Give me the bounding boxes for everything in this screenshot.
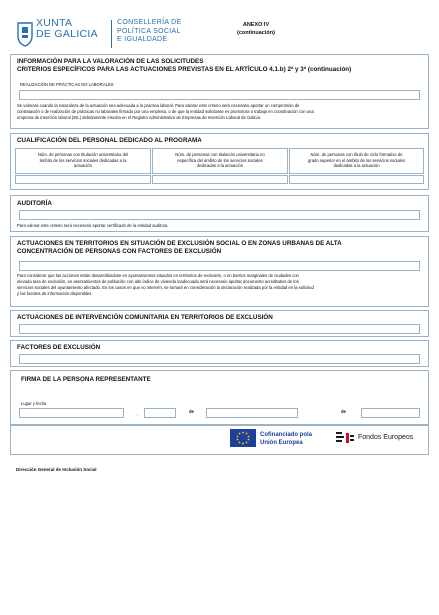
col2-line3: dedicadas a la actuación (196, 163, 244, 168)
territorios-field[interactable] (19, 261, 420, 271)
col3-line2: grado superior en el ámbito de los servicios sociales (307, 157, 406, 163)
section1-note-line2: contratación o de realización de prácticas no laborales firmado por una empresa, o de que la entidad solicitante es promotora o trabaja en coordinación con una (17, 109, 314, 114)
section7-title: FIRMA DE LA PERSONA REPRESENTANTE (21, 376, 151, 383)
col2-input[interactable] (152, 175, 288, 184)
section4-title-line1: ACTUACIONES EN TERRITORIOS EN SITUACIÓN DE EXCLUSIÓN SOCIAL O EN ZONAS URBANAS DE ALTA (17, 240, 342, 247)
section4-title-line2: CONCENTRACIÓN DE PERSONAS CON FACTORES DE EXCLUSIÓN (17, 247, 222, 255)
auditoria-field[interactable] (19, 210, 420, 220)
conselleria-name (117, 19, 182, 45)
page-header (16, 18, 426, 52)
section4-title (17, 240, 342, 255)
eu-flag-icon (230, 429, 256, 447)
anexo-title (221, 21, 291, 37)
col1-line2: ámbito de los servicios sociales dedicadas a la (39, 157, 127, 163)
conselleria-line2: POLÍTICA SOCIAL (117, 27, 181, 35)
section-territorios (10, 236, 429, 307)
practicas-field[interactable] (19, 90, 420, 100)
section4-note-line3: servicios sociales del ayuntamiento afectado. En los casos en que no intervén, se tomará en consideración la declaración realizada por la entidad en la solicitud (17, 285, 314, 290)
conselleria-line3: E IGUALDADE (117, 36, 168, 43)
anexo-line2: (continuación) (237, 30, 275, 36)
col2-line1: Núm. de personas con titulación universitaria no (175, 152, 265, 157)
section1-note (17, 103, 427, 121)
section1-title (17, 58, 351, 73)
section1-title-line1: INFORMACIÓN PARA LA VALORACIÓN DE LAS SOLICITUDES (17, 58, 204, 65)
xunta-emblem-icon (16, 20, 34, 48)
section1-title-line2: CRITERIOS ESPECÍFICOS PARA LAS ACTUACIONES PREVISTAS EN EL ARTÍCULO 4.1.b) 2ª y 3ª (continuación) (17, 65, 352, 73)
xunta-line1: XUNTA (36, 17, 73, 29)
section-cualificacion (10, 133, 429, 190)
section4-note (17, 273, 427, 297)
ano-field[interactable] (361, 408, 420, 418)
section1-note-line3: empresa de inserción laboral (EIL) debidamente inscrita en el Registro Administrativo de Empresas de Inserción Laboral de Galicia. (17, 115, 261, 120)
col2-header (152, 148, 288, 174)
fondos-europeos-text: Fondos Europeos (358, 434, 414, 441)
direccion-general: Dirección General de Inclusión Social (16, 467, 97, 472)
col1-header (15, 148, 151, 174)
eu-cofinancing-text (260, 431, 312, 447)
col2-line2: específica del ámbito de los servicios sociales (177, 157, 263, 163)
col3-header (289, 148, 424, 174)
lugar-label: Lugar y fecha (21, 401, 47, 406)
section4-note-line1: Para considerar que las acciones están desarrollándose en ayuntamientos situados en territorios de exclusión, o en barrios marginales de ciudades con (17, 273, 299, 278)
comma-sep: , (137, 411, 139, 416)
col1-input[interactable] (15, 175, 151, 184)
col3-line1: Núm. de personas con título de ciclo formativo de (310, 152, 403, 157)
eu-line1: Cofinanciado pola (260, 432, 313, 438)
conselleria-line1: CONSELLERÍA DE (117, 19, 182, 26)
col3-line3: dedicadas a la actuación (333, 163, 380, 168)
section4-note-line2: elevada tasa de exclusión, en asentamientos de población con alto índice de vivienda inadecuada será necesario aportar documento acreditativo de los (17, 279, 299, 284)
de-label-2: de (341, 409, 346, 414)
anexo-line1: ANEXO IV (242, 22, 270, 28)
dia-field[interactable] (144, 408, 176, 418)
practicas-label: REALIZACIÓN DE PRÁCTICAS NO LABORALES (20, 82, 114, 87)
header-divider (111, 20, 112, 48)
section6-title: FACTORES DE EXCLUSIÓN (17, 344, 101, 351)
section-valoracion (10, 54, 429, 129)
factores-field[interactable] (19, 354, 420, 364)
de-label-1: de (189, 409, 194, 414)
section-intervencion (10, 310, 429, 337)
section5-title: ACTUACIONES DE INTERVENCIÓN COMUNITARIA EN TERRITORIOS DE EXCLUSIÓN (17, 314, 273, 321)
xunta-line2: DE GALICIA (36, 28, 98, 40)
section3-title: AUDITORÍA (17, 200, 52, 207)
eu-line2: Unión Europea (260, 440, 303, 446)
section4-note-line4: y las fuentes de información disponibles. (17, 291, 93, 296)
col3-input[interactable] (289, 175, 424, 184)
section2-title: CUALIFICACIÓN DEL PERSONAL DEDICADO AL PROGRAMA (17, 137, 202, 144)
col1-line3: actuación (74, 163, 92, 168)
auditoria-note: Para valorar este criterio será necesario aportar certificado de la entidad auditora. (17, 223, 169, 228)
intervencion-field[interactable] (19, 324, 420, 334)
col1-line1: Núm. de personas con titulación universitaria del (37, 152, 129, 157)
xunta-logo-text (36, 18, 98, 40)
section-firma (10, 370, 429, 425)
section-auditoria (10, 195, 429, 232)
lugar-field[interactable] (19, 408, 124, 418)
fondos-europeos-icon (334, 430, 356, 446)
section1-note-line1: Se valorará cuando la naturaleza de la actuación sea adecuada a la práctica laboral. Para valorar este criterio será necesario aportar un compromiso de (17, 103, 300, 108)
mes-field[interactable] (206, 408, 298, 418)
section-factores (10, 340, 429, 367)
